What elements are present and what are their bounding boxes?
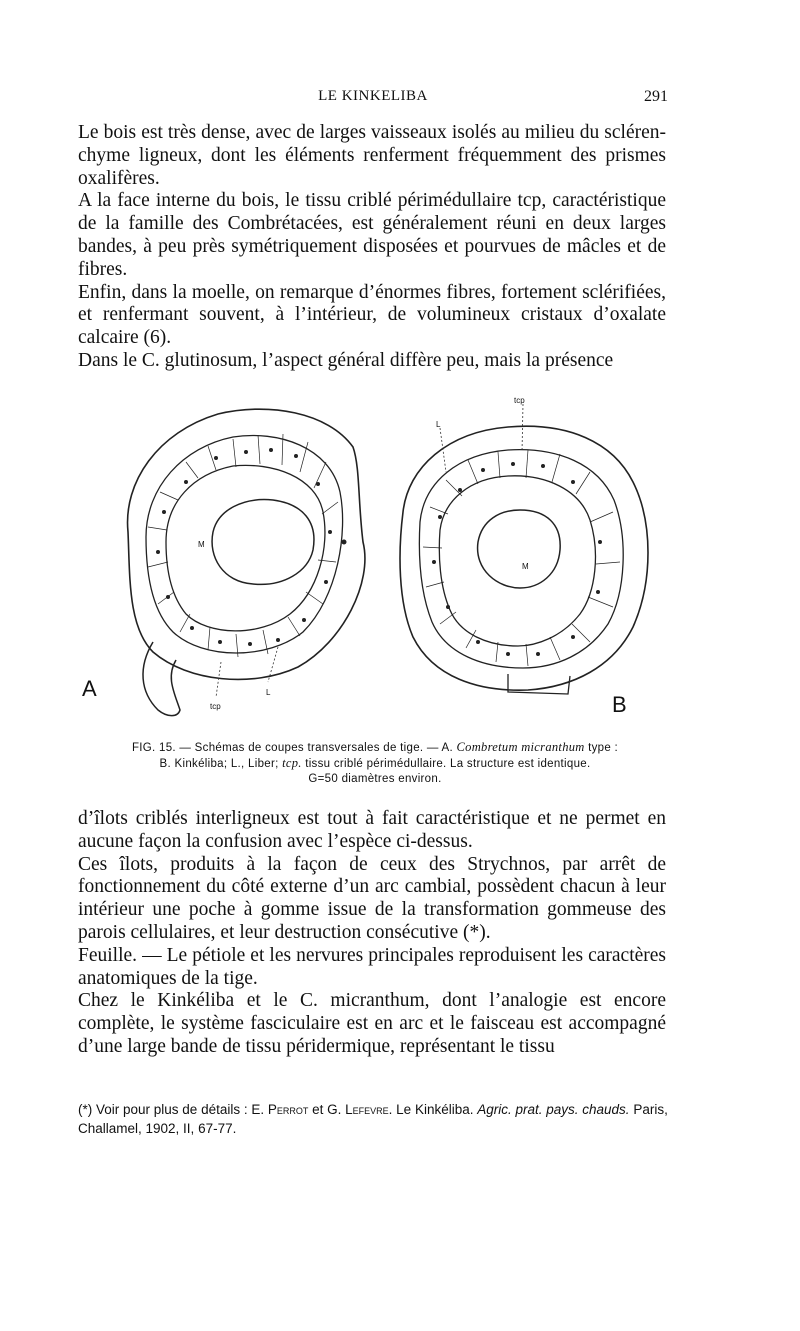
paragraph: Enfin, dans la moelle, on remarque d’énormes fibres, fortement sclérifiées, et renfermant souvent, à l’intérieur, de volumineux cristaux d’oxalate calcaire (6). (78, 281, 666, 349)
text-block-top (78, 122, 666, 373)
paragraph: A la face interne du bois, le tissu criblé périmédullaire tcp, caractéristique de la famille des Combrétacées, est généralement réuni en deux larges bandes, à peu près symétriquement disposées et pourvues de mâcles et de fibres. (78, 190, 666, 280)
author-lefevre: Lefevre (345, 1102, 389, 1117)
running-title: LE KINKELIBA (318, 88, 428, 104)
caption-line-3: G=50 diamètres environ. (308, 773, 442, 785)
figure-15 (68, 392, 678, 732)
page-number: 291 (644, 88, 668, 105)
footnote-marker: (*) (78, 1102, 93, 1117)
figure-caption (80, 740, 670, 787)
journal-title: Agric. prat. pays. chauds. (477, 1102, 630, 1117)
caption-line-1: FIG. 15. — Schémas de coupes transversales de tige. — A. Combretum micranthum type : (131, 740, 619, 754)
label-tcp-a: tcp (210, 702, 221, 711)
paragraph: Ces îlots, produits à la façon de ceux des Strychnos, par arrêt de fonctionnement du côté externe d’un arc cambial, possèdent chacun à leur intérieur une poche à gomme issue de la transformation gommeuse des parois cellulaires, et leur destruction consécutive (*). (78, 853, 666, 943)
paragraph: Dans le C. glutinosum, l’aspect général diffère peu, mais la présence (78, 349, 614, 371)
footnote: (*) Voir pour plus de détails : E. Perrot et G. Lefevre. Le Kinkéliba. Agric. prat. pays. chauds. Paris, Challamel, 1902, II, 67-77. (78, 1102, 668, 1136)
paragraph: Feuille. — Le pétiole et les nervures principales reproduisent les caractères anatomiques de la tige. (78, 944, 666, 989)
paragraph: d’îlots criblés interligneux est tout à fait caractéristique et ne permet en aucune façon la confusion avec l’espèce ci-dessus. (78, 808, 666, 852)
panel-label-b: B (612, 692, 627, 717)
label-liber-b: L (436, 420, 441, 429)
text-block-bottom (78, 808, 666, 1059)
section-b (400, 426, 648, 694)
label-medulla-b: M (522, 562, 529, 571)
section-a (128, 409, 365, 715)
page-header (78, 88, 668, 112)
paragraph: Le bois est très dense, avec de larges vaisseaux isolés au milieu du sclérenchyme ligneux, dont les éléments renferment fréquemment des prismes oxalifères. (78, 122, 666, 189)
label-liber-a: L (266, 688, 271, 697)
panel-label-a: A (82, 676, 97, 701)
caption-line-2: B. Kinkéliba; L., Liber; tcp. tissu criblé périmédullaire. La structure est identique. (159, 756, 591, 770)
label-tcp-b: tcp (514, 396, 525, 405)
stem-cross-sections-diagram (68, 392, 678, 732)
paragraph: Chez le Kinkéliba et le C. micranthum, dont l’analogie est encore complète, le système fasciculaire est en arc et le faisceau est accompagné d’une large bande de tissu péridermique, représentant le tissu (78, 990, 666, 1057)
label-medulla-a: M (198, 540, 205, 549)
author-perrot: Perrot (267, 1102, 309, 1117)
